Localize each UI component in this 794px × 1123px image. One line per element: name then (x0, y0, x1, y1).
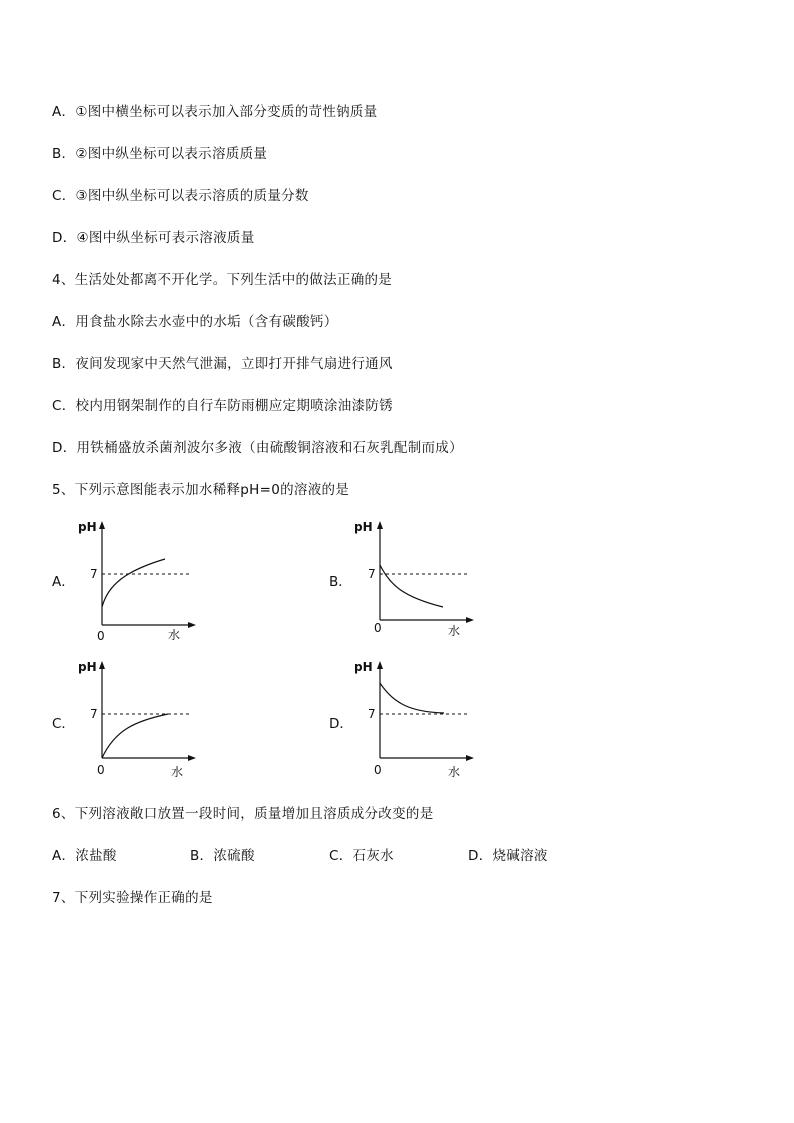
q5-graph-b-label: B． (329, 574, 352, 590)
q3-option-a: A．①图中横坐标可以表示加入部分变质的苛性钠质量 (52, 104, 378, 120)
q5-graph-c-xaxis: 水 (171, 765, 184, 779)
q5-graph-d-curve (380, 683, 444, 713)
q5-graph-c-curve (102, 714, 168, 758)
q4-option-b: B．夜间发现家中天然气泄漏，立即打开排气扇进行通风 (52, 356, 393, 372)
q5-graph-a-curve (102, 559, 165, 607)
q6-option-d: D．烧碱溶液 (468, 848, 548, 864)
q3-option-c: C．③图中纵坐标可以表示溶质的质量分数 (52, 188, 309, 204)
q6-option-b: B．浓硫酸 (190, 848, 255, 864)
q4-stem: 4、生活处处都离不开化学。下列生活中的做法正确的是 (52, 272, 393, 288)
q5-graph-a-origin: 0 (97, 629, 105, 643)
q5-graph-c-yaxis: pH (78, 660, 97, 674)
q6-option-a: A．浓盐酸 (52, 848, 117, 864)
q5-graph-b-yaxis: pH (354, 520, 373, 534)
q3-option-b: B．②图中纵坐标可以表示溶质质量 (52, 146, 268, 162)
q5-graph-d-label: D． (329, 716, 353, 732)
q7-stem: 7、下列实验操作正确的是 (52, 890, 213, 906)
q5-graph-a-xaxis: 水 (168, 628, 181, 642)
q5-graph-a-label: A． (52, 574, 75, 590)
q5-graph-c-ref: 7 (90, 707, 98, 721)
q4-option-d: D．用铁桶盛放杀菌剂波尔多液（由硫酸铜溶液和石灰乳配制而成） (52, 440, 463, 456)
q4-option-a: A．用食盐水除去水壶中的水垢（含有碳酸钙） (52, 314, 338, 330)
q4-option-c: C．校内用钢架制作的自行车防雨棚应定期喷涂油漆防锈 (52, 398, 393, 414)
q5-graph-d (348, 655, 478, 785)
q6-option-c: C．石灰水 (329, 848, 394, 864)
q5-graph-d-ref: 7 (368, 707, 376, 721)
q5-graph-d-yaxis: pH (354, 660, 373, 674)
q5-graph-d-xaxis: 水 (448, 765, 461, 779)
q5-graph-c (70, 655, 200, 785)
q5-graph-a (70, 515, 200, 645)
q5-graph-b (348, 515, 478, 645)
q5-stem: 5、下列示意图能表示加水稀释pH=0的溶液的是 (52, 482, 350, 498)
q5-graph-c-origin: 0 (97, 763, 105, 777)
q5-graph-b-origin: 0 (374, 621, 382, 635)
q5-graph-d-origin: 0 (374, 763, 382, 777)
q6-stem: 6、下列溶液敞口放置一段时间，质量增加且溶质成分改变的是 (52, 806, 434, 822)
q5-graph-a-ref: 7 (90, 567, 98, 581)
q5-graph-a-yaxis: pH (78, 520, 97, 534)
q5-graph-b-curve (380, 565, 443, 607)
q5-graph-b-ref: 7 (368, 567, 376, 581)
q5-graph-c-label: C． (52, 716, 75, 732)
q3-option-d: D．④图中纵坐标可表示溶液质量 (52, 230, 255, 246)
q5-graph-b-xaxis: 水 (448, 624, 461, 638)
